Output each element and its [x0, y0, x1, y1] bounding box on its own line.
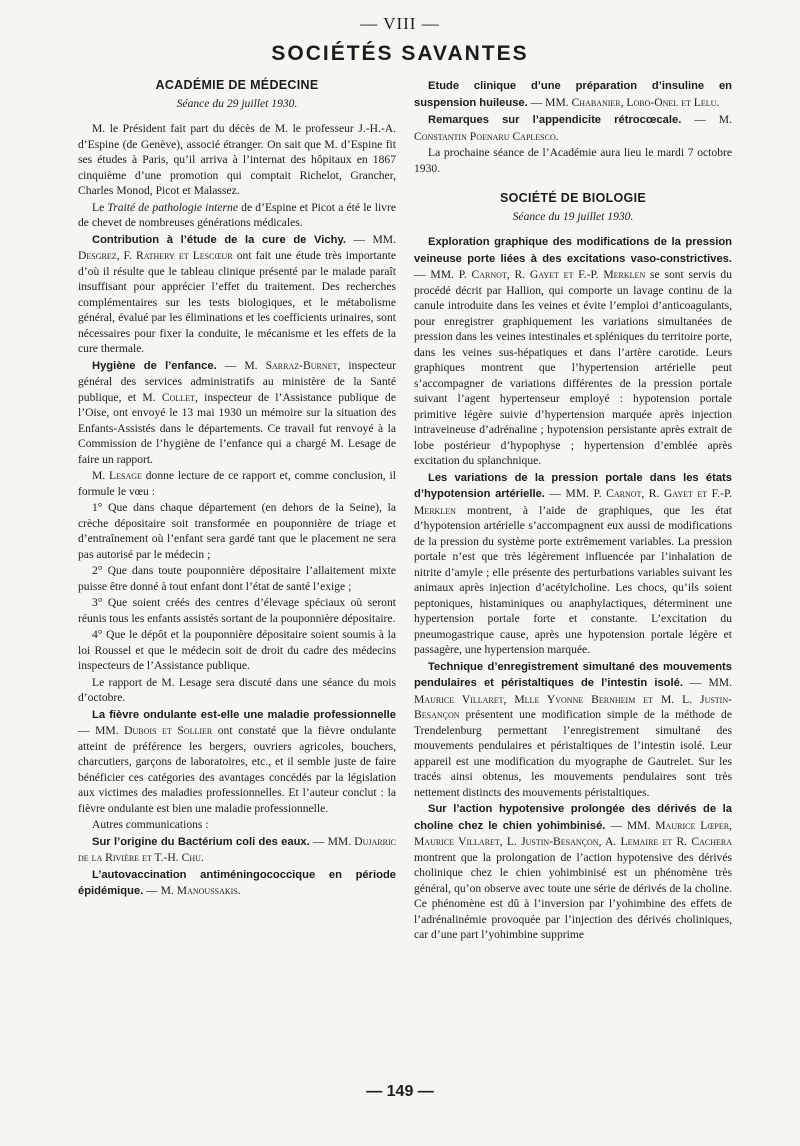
- item-vichy: Contribution à l’étude de la cure de Vichy. — MM. Desgrez, F. Rathery et Lescœur ont fait une étude très importante d’où il résulte que le tableau clinique présenté par le malade paraît insuffisant pour apprécier l’effet du traitement. Des recherches complémentaires sur les tests biologiques, et le métabolisme général, évalué par les éliminations et les coefficients urinaires, sont nécessaires pour fixer la conduite, le mécanisme et les effets de la cure thermale.: [78, 232, 397, 355]
- session-date-academie: Séance du 29 juillet 1930.: [176, 96, 298, 110]
- item-appendicite: Remarques sur l’appendicite rétrocœcale. — M. Constantin Poenaru Caplesco.: [414, 113, 732, 143]
- left-column: [78, 78, 396, 901]
- section-title-biologie: SOCIÉTÉ DE BIOLOGIE: [500, 191, 646, 205]
- item-autovaccination: L’autovaccination antiméningococcique en période épidémique. — M. Manoussakis.: [78, 868, 396, 897]
- item-insuline: Etude clinique d’une préparation d’insuline en suspension huileuse. — MM. Chabanier, Lobo-Onel et Lelu.: [414, 80, 732, 109]
- paragraph-espine: M. le Président fait part du décès de M. le professeur J.-H.-A. d’Espine (de Genève), associé étranger. On sait que M. d’Espine fit ses études à Paris, qu’il arriva à l’internat des hôpitaux en 1867 cinquième d’une promotion qui comptait Richelot, Grancher, Charles Monod, Picot et Malassez.: [78, 122, 396, 197]
- page-number: — 149 —: [366, 1083, 434, 1100]
- item-variations: Les variations de la pression portale dans les états d’hypotension artérielle. — MM. P. Carnot, R. Gayet et F.-P. Merklen montrent, à l’aide de graphiques, que les état d’hypotension artérielle s’accompagnent eux aussi de modifications de la pression du système porte extrêmement variables. La pression portale n’est que très légèrement influencée par l’inhalation de nitrite d’amyle ; elle présente des perturbations variables suivant les animaux après injection d’acétylcholine. Les chocs, qu’ils soient peptoniques, histaminiques ou anaphylactiques, déterminent une hypertension portale forte et constante. L’excitation du pneumogastrique cause, après une hypotension portale légère et passagère, une hypertension marquée.: [414, 471, 733, 656]
- item-exploration: Exploration graphique des modifications de la pression veineuse porte liées à des excitations vaso-constrictives. — MM. P. Carnot, R. Gayet et F.-P. Merklen se sont servis du procédé décrit par Hallion, qui comporte un lavage continu de la canule introduite dans les veines et évite l’emploi d’anticoagulants, pour enregistrer graphiquement les variations simultanées de pression dans les veines intestinales et spléniques du territoire porte, dans les veines sus-hépatiques et dans l’artère carotide. Leurs graphiques montrent que l’hypertension artérielle peut s’accompagner de variations différentes de la pression portale suivant l’agent hypertenseur employé : hypotension portale primitive légère suivie d’hypertension marquée après injection intraveineuse d’adrénaline ; hypotension persistante après extrait de lobe postérieur d’hypophyse ; hypertension d’emblée après excitation du splanchnique.: [414, 236, 732, 467]
- section-gap: [414, 177, 732, 191]
- paragraph-lesage: M. Lesage donne lecture de ce rapport et, comme conclusion, il formule le vœu :: [78, 469, 396, 498]
- page-title: SOCIÉTÉS SAVANTES: [271, 42, 529, 65]
- paragraph-next-session: La prochaine séance de l’Académie aura lieu le mardi 7 octobre 1930.: [414, 146, 732, 175]
- section-title-academie: ACADÉMIE DE MÉDECINE: [155, 78, 319, 92]
- paragraph-traite: Le Traité de pathologie interne de d’Espine et Picot a été le livre de chevet de nombreuses générations médicales.: [78, 200, 396, 229]
- folio: — VIII —: [360, 14, 440, 33]
- voeu-2: 2° Que dans toute pouponnière dépositaire l’allaitement mixte puisse être donné à tout enfant dont l’état de santé l’exige ;: [78, 564, 396, 593]
- voeu-1: 1° Que dans chaque département (en dehors de la Seine), la crèche dépositaire soit transformée en pouponnière de triage et d’entraînement où l’enfant sera gardé tant que le placement ne sera pas autorisé par le médecin ;: [78, 501, 396, 561]
- paragraph-rapport: Le rapport de M. Lesage sera discuté dans une séance du mois d’octobre.: [78, 675, 396, 704]
- voeu-4: 4° Que le dépôt et la pouponnière dépositaire soient soumis à la loi Roussel et que le médecin soit de droit du cadre des médecins inspecteurs de l’Assistance publique.: [78, 628, 396, 672]
- paragraph-autres: Autres communications :: [92, 818, 209, 831]
- item-action-hypotensive: Sur l’action hypotensive prolongée des dérivés de la choline chez le chien yohimbinisé. — MM. Maurice Lœper, Maurice Villaret, L. Justin-Besançon, A. Lemaire et R. Cachera montrent que la prolongation de l’action hypotensive des dérivés cholinique chez le chien yohimbinisé est un phénomène très général, qu’on observe avec toute une série de dérivés de la choline. Ce phénomène est dû à l’inversion par l’yohimbine des effets de l’adrénalinémie provoquée par l’injection des dérivés choliniques, car d’une part l’yohimbine supprime: [414, 803, 733, 941]
- item-bacterium: Sur l’origine du Bactérium coli des eaux. — MM. Dujarric de la Rivière et T.-H. Chu.: [78, 834, 396, 864]
- right-column: [414, 78, 732, 944]
- item-technique: Technique d’enregistrement simultané des mouvements pendulaires et péristaltiques de l’intestin isolé. — MM. Maurice Villaret, Mlle Yvonne Bernheim et M. L. Justin-Besançon présentent une modification simple de la méthode de Trendelenburg permettant l’enregistrement simultané des mouvements pendulaires et péristaltiques de l’intestin isolé. Leur appareil est une modification du myographe de Gautrelet. Sur les tracés ainsi obtenus, les mouvements pendulaires sont très nettement distincts des mouvements péristaltiques.: [414, 660, 733, 799]
- item-hygiene: Hygiène de l’enfance. — M. Sarraz-Burnet, inspecteur général des services administratifs au ministère de la Santé publique, et M. Collet, inspecteur de l’Assistance publique de l’Oise, ont envoyé le 13 mai 1930 un mémoire sur la situation des Enfants-Assistés dans le départements. Ce travail fut renvoyé à la Commission de l’hygiène de l’enfance qui a chargé M. Lesage de faire un rapport.: [78, 358, 396, 466]
- voeu-3: 3° Que soient créés des centres d’élevage spéciaux où seront réunis tous les enfants assistés sortant de la pouponnière dépositaire.: [78, 596, 396, 625]
- item-fievre: La fièvre ondulante est-elle une maladie professionnelle — MM. Dubois et Sollier ont constaté que la fièvre ondulante atteint de préférence les bergers, ouvriers agricoles, bouchers, charcutiers, garçons de laboratoires, etc., et il semble juste de faire bénéficier ces catégories des avantages concédés par la législation aux victimes des maladies professionnelles. Et l’auteur conclut : la fièvre ondulante est bien une maladie professionnelle.: [78, 708, 396, 815]
- session-date-biologie: Séance du 19 juillet 1930.: [512, 209, 634, 223]
